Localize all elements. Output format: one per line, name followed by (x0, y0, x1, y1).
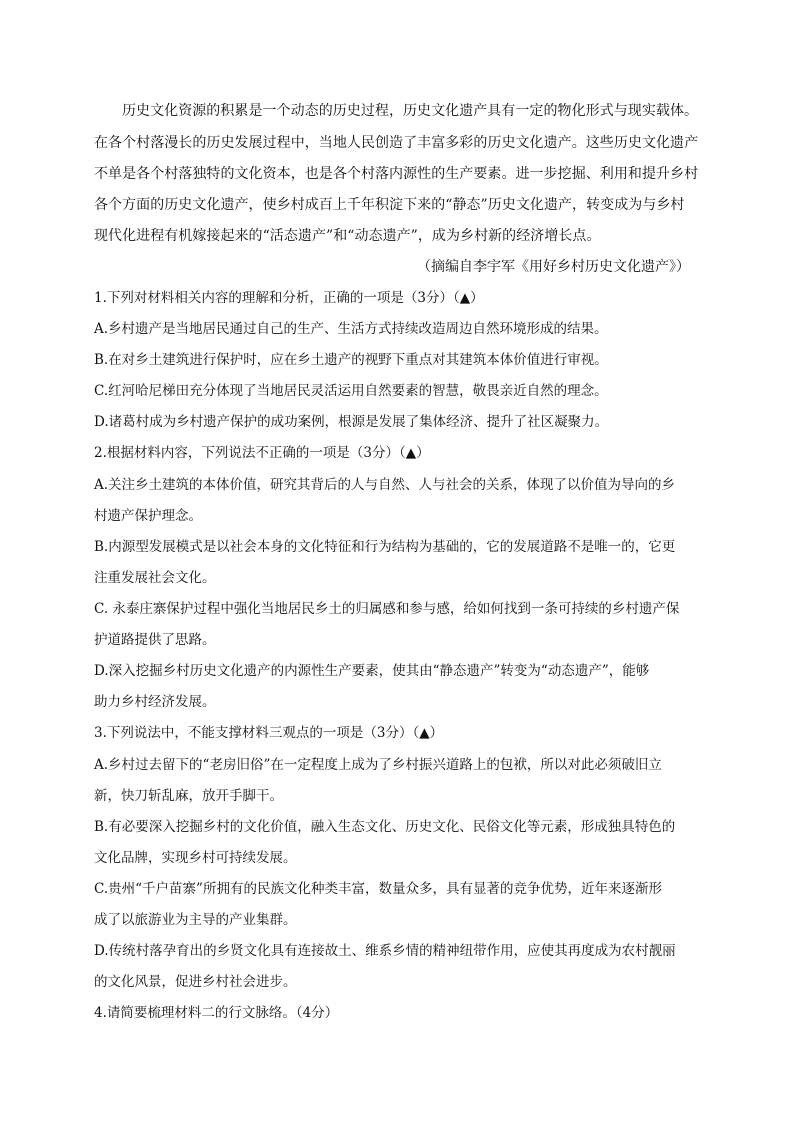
question-2-option-a-cont: 村遗产保护理念。 (94, 508, 202, 524)
question-1-option-a: A.乡村遗产是当地居民通过自己的生产、生活方式持续改造周边自然环境形成的结果。 (94, 321, 608, 337)
question-1-option-c: C.红河哈尼梯田充分体现了当地居民灵活运用自然要素的智慧，敬畏亲近自然的理念。 (94, 383, 608, 399)
question-2-option-c: C. 永泰庄寨保护过程中强化当地居民乡土的归属感和参与感，给如何找到一条可持续的乡村遗产保 (94, 601, 680, 617)
question-2-option-d-cont: 助力乡村经济发展。 (94, 694, 216, 710)
passage-line: 各个方面的历史文化遗产，使乡村成百上千年积淀下来的“静态”历史文化遗产，转变成为与乡村 (94, 197, 685, 213)
question-2-option-c-cont: 护道路提供了思路。 (94, 632, 216, 648)
question-3-option-a-cont: 新，快刀斩乱麻，放开手脚干。 (94, 788, 283, 804)
question-3-option-b-cont: 文化品牌，实现乡村可持续发展。 (94, 850, 297, 866)
question-1-option-b: B.在对乡土建筑进行保护时，应在乡土遗产的视野下重点对其建筑本体价值进行审视。 (94, 352, 608, 368)
passage-line: 历史文化资源的积累是一个动态的历史过程，历史文化遗产具有一定的物化形式与现实载体。 (122, 103, 699, 119)
question-2-option-b: B.内源型发展模式是以社会本身的文化特征和行为结构为基础的，它的发展道路不是唯一的，它更 (94, 539, 676, 555)
question-2-option-a: A.关注乡土建筑的本体价值，研究其背后的人与自然、人与社会的关系，体现了以价值为导向的乡 (94, 477, 676, 493)
question-3-option-c-cont: 成了以旅游业为主导的产业集群。 (94, 912, 297, 928)
question-3-option-d-cont: 的文化风景，促进乡村社会进步。 (94, 974, 297, 990)
passage-line: 现代化进程有机嫁接起来的“活态遗产”和“动态遗产”，成为乡村新的经济增长点。 (94, 228, 601, 244)
question-3-option-c: C.贵州“千户苗寨”所拥有的民族文化种类丰富，数量众多，具有显著的竞争优势，近年来逐渐形 (94, 881, 662, 897)
question-2-stem: 2.根据材料内容，下列说法不正确的一项是（3分）（▲） (94, 445, 430, 461)
question-2-option-d: D.深入挖掘乡村历史文化遗产的内源性生产要素，使其由“静态遗产”转变为“动态遗产”，能够 (94, 663, 650, 679)
passage-line: 在各个村落漫长的历史发展过程中，当地人民创造了丰富多彩的历史文化遗产。这些历史文化遗产 (94, 135, 699, 151)
question-3-option-a: A.乡村过去留下的“老房旧俗”在一定程度上成为了乡村振兴道路上的包袱，所以对此必须破旧立 (94, 757, 662, 773)
question-2-option-b-cont: 注重发展社会文化。 (94, 570, 216, 586)
question-4-stem: 4.请简要梳理材料二的行文脉络。（4分） (94, 1005, 339, 1021)
question-3-option-d: D.传统村落孕育出的乡贤文化具有连接故土、维系乡情的精神纽带作用，应使其再度成为农村靓丽 (94, 943, 676, 959)
passage-source: （摘编自李宇军《用好乡村历史文化遗产》） (417, 259, 690, 275)
passage-line: 不单是各个村落独特的文化资本，也是各个村落内源性的生产要素。进一步挖掘、利用和提升乡村 (94, 166, 699, 182)
question-3-stem: 3.下列说法中，不能支撑材料三观点的一项是（3分）（▲） (94, 725, 444, 741)
question-3-option-b: B.有必要深入挖掘乡村的文化价值，融入生态文化、历史文化、民俗文化等元素，形成独具特色的 (94, 819, 676, 835)
question-1-stem: 1.下列对材料相关内容的理解和分析，正确的一项是（3分）（▲） (94, 290, 484, 306)
question-1-option-d: D.诸葛村成为乡村遗产保护的成功案例，根源是发展了集体经济、提升了社区凝聚力。 (94, 414, 609, 430)
